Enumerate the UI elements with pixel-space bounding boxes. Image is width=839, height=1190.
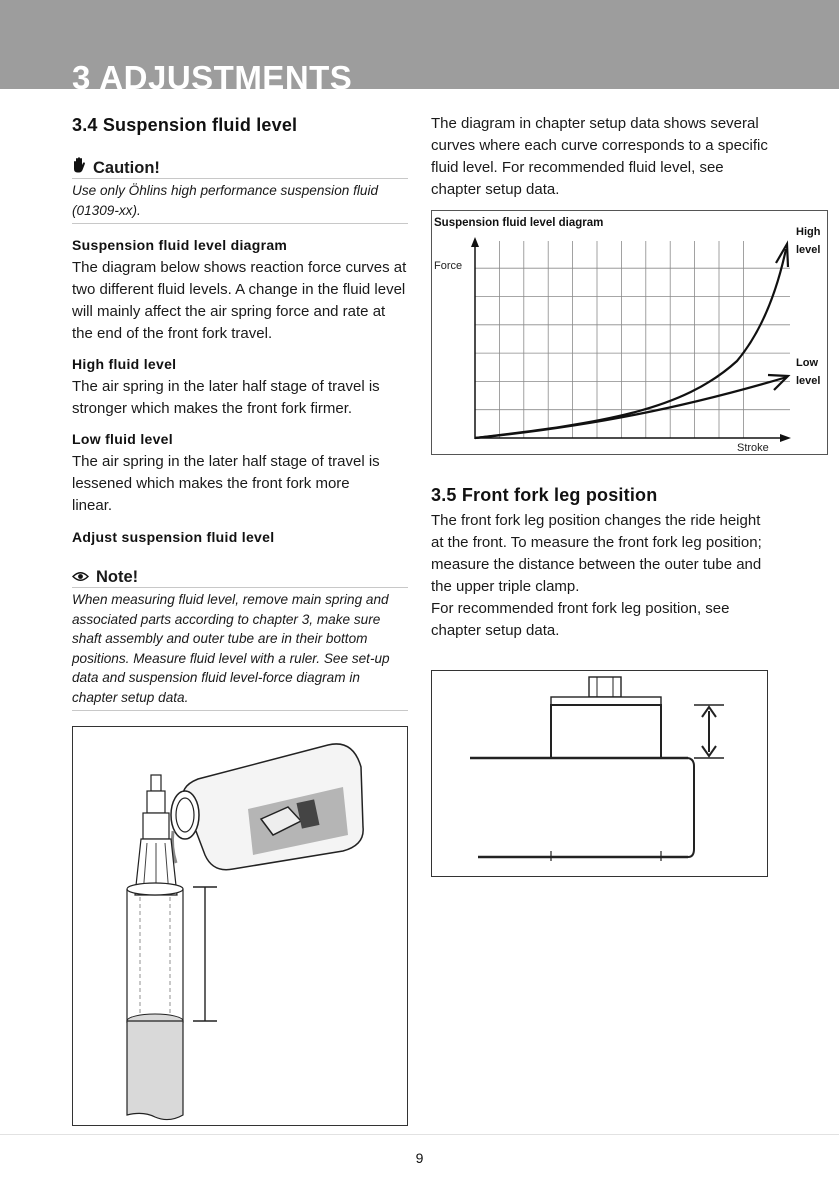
- diagram-y-label: Force: [434, 260, 463, 272]
- low-fluid-heading: Low fluid level: [72, 431, 173, 447]
- low-level-label-2: level: [796, 375, 821, 387]
- fork-leg-position-illustration: [431, 670, 768, 877]
- diagram-intro-paragraph: The diagram in chapter setup data shows several curves where each curve corresponds to a specific fluid level. For recommended fluid level, see chapter setup data.: [431, 115, 768, 198]
- section-3-5: [431, 483, 771, 642]
- high-fluid-heading: High fluid level: [72, 356, 177, 372]
- right-column: [431, 113, 771, 201]
- note-heading-label: Note!: [96, 568, 139, 586]
- fluid-fill-illustration: [72, 726, 408, 1126]
- eye-icon: [72, 567, 89, 587]
- note-heading: [72, 567, 408, 588]
- footer-rule: [0, 1134, 839, 1135]
- fluid-bottle: [171, 744, 363, 870]
- diagram-paragraph: The diagram below shows reaction force curves at two different fluid levels. A change in the fluid level will mainly affect the air spring force and rate at the end of the front fork travel.: [72, 259, 407, 342]
- section-title-3-4: 3.4 Suspension fluid level: [72, 115, 298, 135]
- diagram-title: Suspension fluid level diagram: [434, 217, 604, 229]
- adjust-heading: Adjust suspension fluid level: [72, 529, 275, 545]
- caution-heading-label: Caution!: [93, 158, 160, 177]
- fork-position-paragraph-2: For recommended front fork leg position, see chapter setup data.: [431, 600, 730, 639]
- caution-notice: [72, 157, 408, 224]
- low-level-curve: [475, 377, 787, 438]
- high-fluid-paragraph: The air spring in the later half stage of travel is stronger which makes the front fork firmer.: [72, 378, 380, 417]
- diagram-grid: [475, 241, 790, 438]
- section-title-3-5: 3.5 Front fork leg position: [431, 485, 658, 505]
- left-column: [72, 113, 408, 711]
- fork-position-paragraph-1: The front fork leg position changes the ride height at the front. To measure the front fork leg position; measure the distance between the outer tube and the upper triple clamp.: [431, 512, 762, 595]
- caution-text: Use only Öhlins high performance suspension fluid (01309-xx).: [72, 179, 408, 224]
- chapter-title: 3 ADJUSTMENTS: [72, 59, 353, 89]
- high-level-label-2: level: [796, 244, 821, 256]
- chapter-header-band: [0, 0, 839, 89]
- page-number: 9: [415, 1150, 424, 1166]
- diagram-heading: Suspension fluid level diagram: [72, 237, 288, 253]
- hand-stop-icon: [72, 157, 86, 178]
- diagram-x-label: Stroke: [737, 442, 769, 454]
- caution-heading: [72, 157, 408, 179]
- suspension-fluid-level-diagram: [431, 210, 828, 455]
- high-level-label-1: High: [796, 226, 821, 238]
- low-level-label-1: Low: [796, 357, 818, 369]
- note-notice: [72, 567, 408, 711]
- low-fluid-paragraph: The air spring in the later half stage of travel is lessened which makes the front fork more linear.: [72, 453, 380, 514]
- fluid-level-measure: [193, 887, 217, 1021]
- note-text: When measuring fluid level, remove main spring and associated parts according to chapter 3, make sure shaft assembly and outer tube are in their bottom positions. Measure fluid level with a ruler. See set-up data and suspension fluid level-force diagram in chapter setup data.: [72, 588, 408, 711]
